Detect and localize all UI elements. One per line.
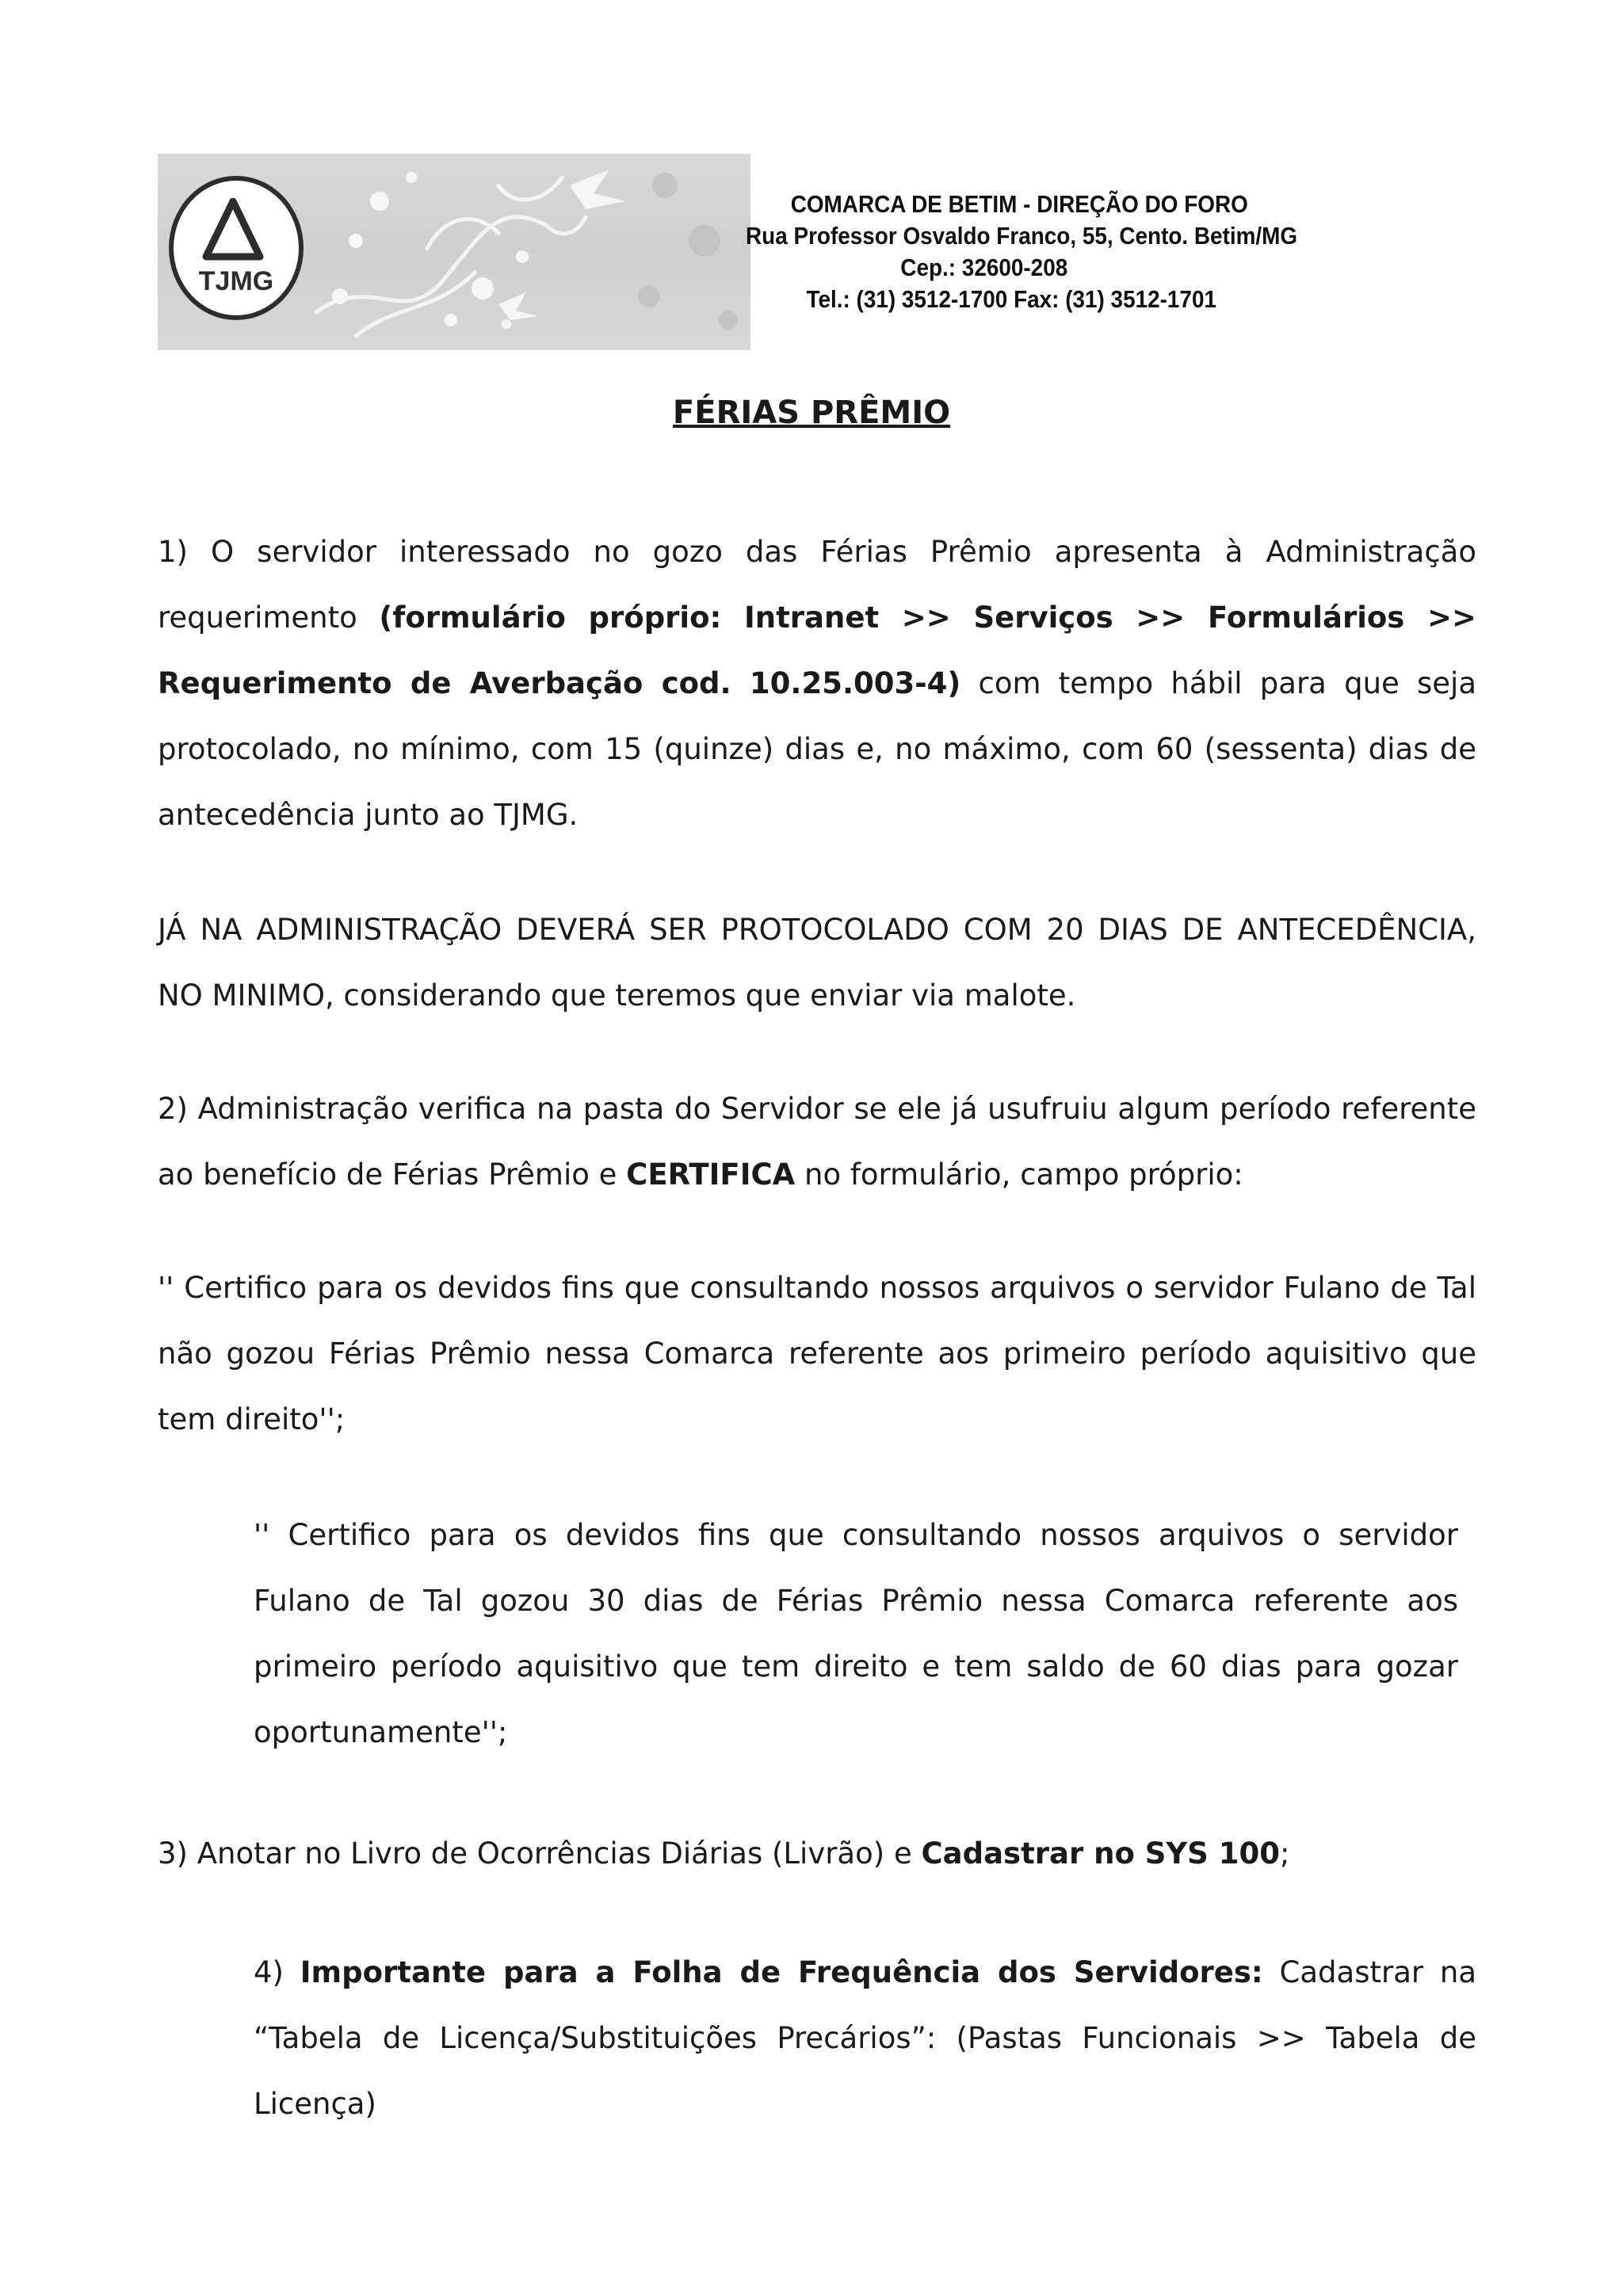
- paragraph-item-1: 1) O servidor interessado no gozo das Férias Prêmio apresenta à Administração requerimento (formulário próprio: Intranet >> Serviços >> Formulários >> Requerimento de Averbação cod. 10.25.003-4) com tempo hábil para que seja protocolado, no mínimo, com 15 (quinze) dias e, no máximo, com 60 (sessenta) dias de antecedência junto ao TJMG.: [158, 535, 1477, 832]
- page-title: FÉRIAS PRÊMIO: [672, 395, 951, 431]
- letterhead-banner: [158, 154, 750, 350]
- paragraph-item-3: 3) Anotar no Livro de Ocorrências Diárias (Livrão) e Cadastrar no SYS 100;: [158, 1836, 1290, 1871]
- court-name: COMARCA DE BETIM - DIREÇÃO DO FORO: [790, 190, 1248, 218]
- tjmg-logo: [169, 176, 304, 320]
- letterhead-address: [746, 189, 1298, 315]
- certificate-example-2: '' Certifico para os devidos fins que consultando nossos arquivos o servidor Fulano de Tal gozou 30 dias de Férias Prêmio nessa Comarca referente aos primeiro período aquisitivo que tem direito e tem saldo de 60 dias para gozar oportunamente'';: [254, 1518, 1458, 1749]
- floral-ornament-icon: [308, 154, 750, 350]
- paragraph-item-4: 4) Importante para a Folha de Frequência dos Servidores: Cadastrar na “Tabela de Licença/Substituições Precários”: (Pastas Funcionais >> Tabela de Licença): [254, 1955, 1476, 2121]
- phone-fax: Tel.: (31) 3512-1700 Fax: (31) 3512-1701: [806, 285, 1216, 313]
- certificate-example-1: '' Certifico para os devidos fins que consultando nossos arquivos o servidor Fulano de Tal não gozou Férias Prêmio nessa Comarca referente aos primeiro período aquisitivo que tem direito'';: [158, 1271, 1476, 1436]
- postal-code: Cep.: 32600-208: [900, 254, 1068, 281]
- street-address: Rua Professor Osvaldo Franco, 55, Cento. Betim/MG: [746, 222, 1298, 250]
- paragraph-notice: JÁ NA ADMINISTRAÇÃO DEVERÁ SER PROTOCOLADO COM 20 DIAS DE ANTECEDÊNCIA, NO MINIMO, considerando que teremos que enviar via malote.: [158, 913, 1476, 1013]
- triangle-emblem-icon: [201, 198, 265, 261]
- paragraph-item-2: 2) Administração verifica na pasta do Servidor se ele já usufruiu algum período referente ao benefício de Férias Prêmio e CERTIFICA no formulário, campo próprio:: [158, 1092, 1476, 1192]
- logo-text: TJMG: [198, 266, 274, 296]
